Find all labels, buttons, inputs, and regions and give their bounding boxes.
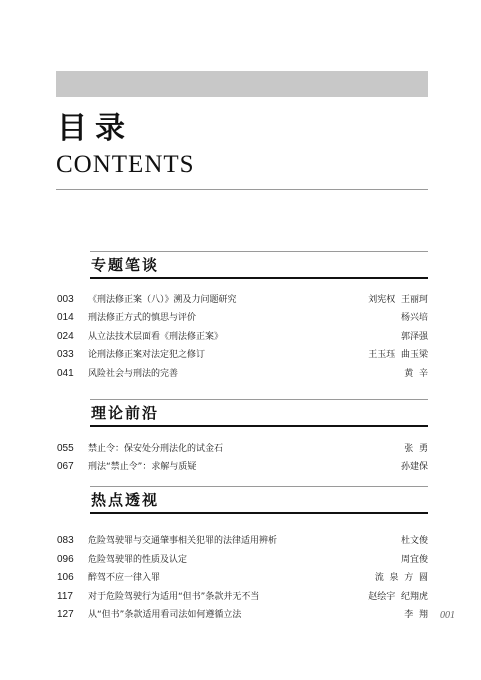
- toc-entry[interactable]: [57, 458, 428, 476]
- entry-page-number: 024: [57, 331, 74, 342]
- entry-title: 禁止令：保安处分刑法化的试金石: [88, 444, 224, 454]
- entry-authors: 杜文俊: [400, 536, 428, 546]
- divider: [90, 486, 428, 487]
- section-title: 专题笔谈: [91, 256, 160, 274]
- entry-title: 危险驾驶罪的性质及认定: [88, 555, 188, 565]
- toc-entry[interactable]: [57, 291, 428, 309]
- section-title: 热点透视: [91, 491, 160, 509]
- entry-page-number: 041: [57, 368, 74, 379]
- divider: [90, 251, 428, 252]
- toc-entry[interactable]: [57, 440, 428, 458]
- entry-title: 从立法技术层面看《刑法修正案》: [88, 332, 224, 342]
- entry-authors: 孙建保: [400, 462, 428, 472]
- divider: [90, 425, 428, 427]
- section-header: [90, 399, 428, 429]
- entry-page-number: 096: [57, 554, 74, 565]
- entry-title: 刑法“禁止令”：求解与质疑: [88, 462, 197, 472]
- entry-authors: 黄 辛: [404, 369, 428, 379]
- entry-page-number: 014: [57, 312, 74, 323]
- toc-entry[interactable]: [57, 346, 428, 364]
- toc-entry[interactable]: [57, 309, 428, 327]
- entry-page-number: 003: [57, 294, 74, 305]
- entry-page-number: 117: [57, 591, 73, 602]
- entry-page-number: 127: [57, 609, 74, 620]
- toc-entry[interactable]: [57, 588, 428, 606]
- entry-authors: 周宜俊: [400, 555, 428, 565]
- contents-title-en: CONTENTS: [56, 151, 195, 178]
- page-number: 001: [440, 610, 455, 621]
- entry-authors: 李 翔: [404, 610, 428, 620]
- divider: [90, 277, 428, 279]
- entry-title: 风险社会与刑法的完善: [88, 369, 179, 379]
- entry-authors: 杨兴培: [400, 313, 428, 323]
- header-bar: [56, 71, 428, 97]
- entry-authors: 赵绘宇 纪翔虎: [368, 592, 428, 602]
- section-header: [90, 486, 428, 516]
- entry-page-number: 033: [57, 349, 74, 360]
- entry-authors: 刘宪权 王丽珂: [368, 295, 428, 305]
- divider: [90, 399, 428, 400]
- entry-title: 《刑法修正案（八）》溯及力问题研究: [88, 295, 237, 305]
- entry-authors: 郭泽强: [400, 332, 428, 342]
- entry-title: 醉驾不应一律入罪: [88, 573, 161, 583]
- entry-title: 危险驾驶罪与交通肇事相关犯罪的法律适用辨析: [88, 536, 278, 546]
- toc-entry[interactable]: [57, 569, 428, 587]
- entry-title: 对于危险驾驶行为适用“但书”条款并无不当: [88, 592, 260, 602]
- entry-authors: 王玉珏 曲玉梁: [368, 350, 428, 360]
- entry-title: 论刑法修正案对法定犯之修订: [88, 350, 206, 360]
- divider: [90, 512, 428, 514]
- section-header: [90, 251, 428, 281]
- entry-page-number: 067: [57, 461, 74, 472]
- entry-page-number: 083: [57, 535, 74, 546]
- entry-title: 刑法修正方式的慎思与评价: [88, 313, 197, 323]
- section-title: 理论前沿: [91, 404, 160, 422]
- entry-page-number: 106: [57, 572, 74, 583]
- toc-entry[interactable]: [57, 328, 428, 346]
- entry-title: 从“但书”条款适用看司法如何遵循立法: [88, 610, 242, 620]
- contents-title-cn: 目录: [57, 111, 133, 146]
- toc-entry[interactable]: [57, 551, 428, 569]
- divider: [56, 189, 428, 190]
- entry-authors: 流 泉 方 圆: [374, 573, 428, 583]
- toc-entry[interactable]: [57, 365, 428, 383]
- entry-authors: 张 勇: [404, 444, 428, 454]
- toc-entry[interactable]: [57, 606, 428, 624]
- toc-entry[interactable]: [57, 532, 428, 550]
- entry-page-number: 055: [57, 443, 74, 454]
